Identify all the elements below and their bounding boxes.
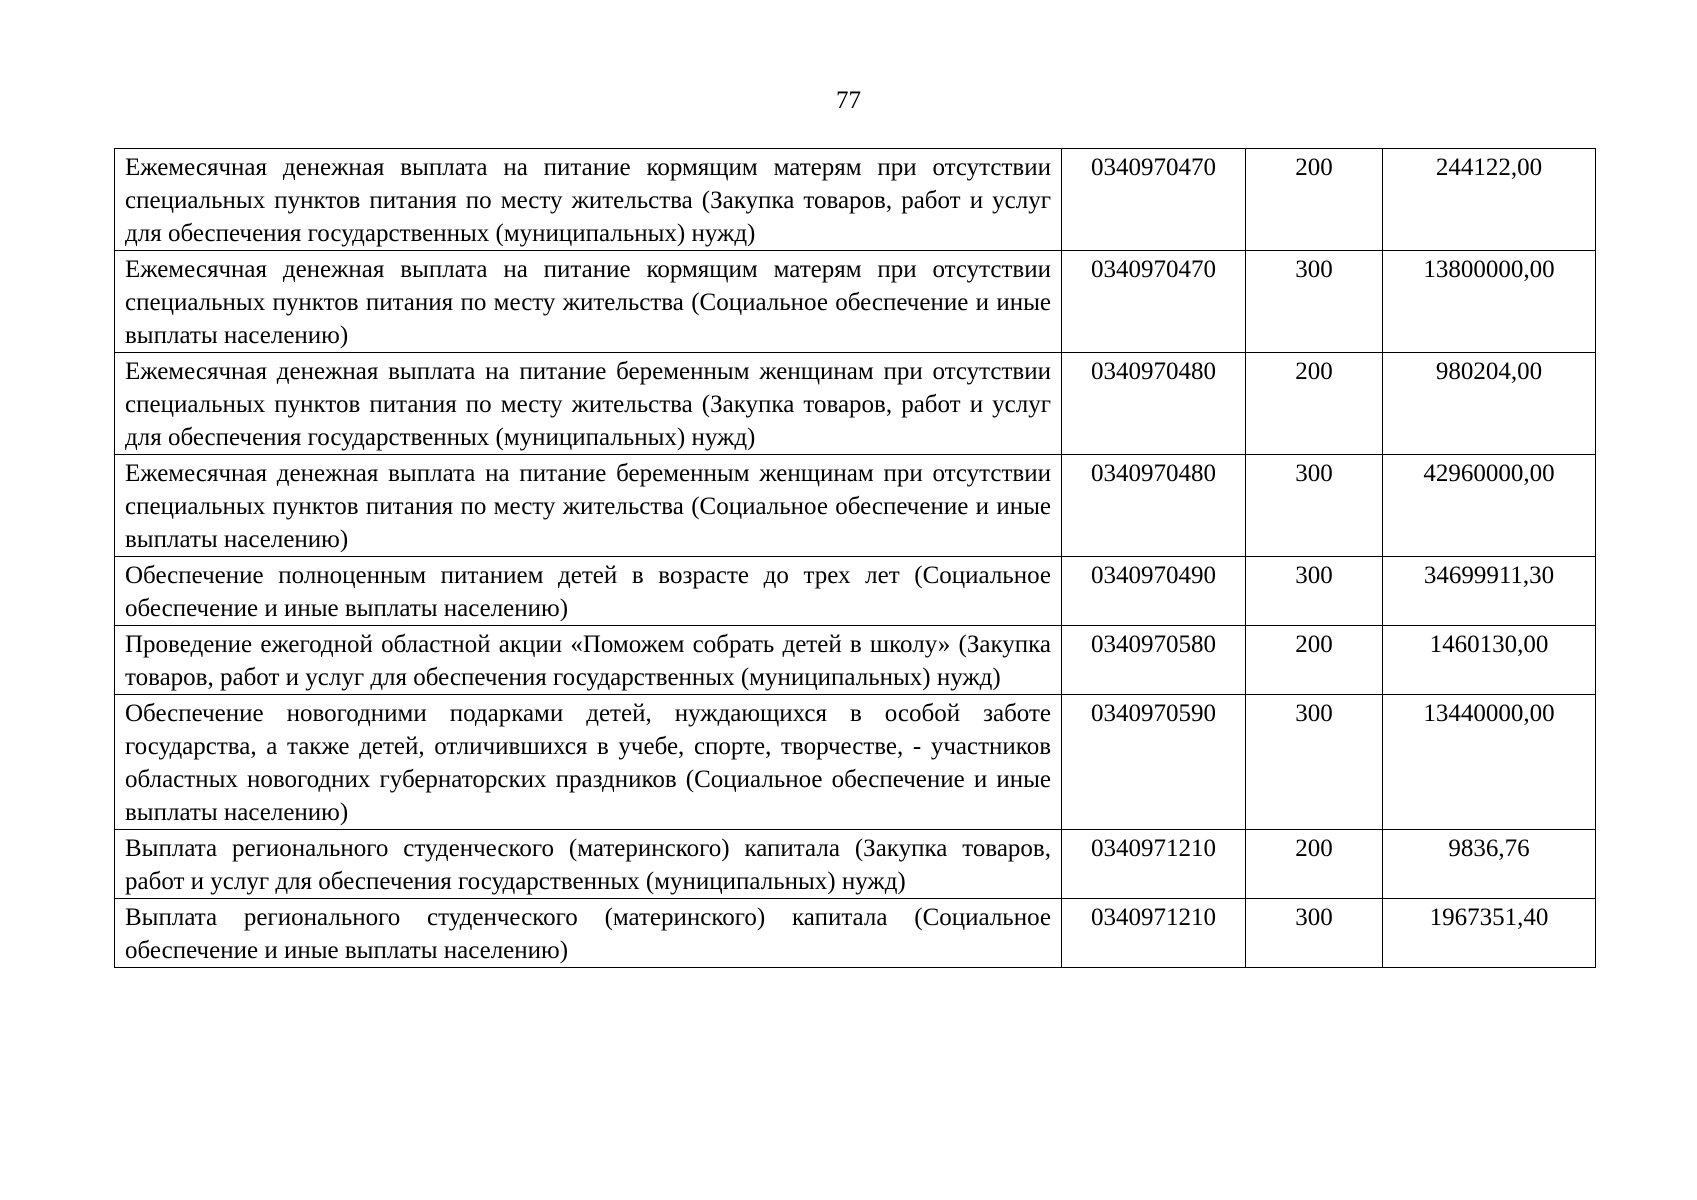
table-row: [115, 899, 1596, 968]
page-number: 77: [836, 87, 861, 114]
row-target-code: 0340971210: [1062, 899, 1246, 968]
row-expense-type: 300: [1246, 899, 1383, 968]
row-description: Выплата регионального студенческого (материнского) капитала (Закупка товаров, работ и услуг для обеспечения государственных (муниципальных) нужд): [115, 830, 1062, 899]
table-row: [115, 353, 1596, 455]
row-expense-type: 200: [1246, 353, 1383, 455]
row-description: Обеспечение новогодними подарками детей, нуждающихся в особой заботе государства, а также детей, отличившихся в учебе, спорте, творчестве, - участников областных новогодних губернаторских праздников (Социальное обеспечение и иные выплаты населению): [115, 695, 1062, 830]
table-row: [115, 557, 1596, 626]
row-amount: 9836,76: [1383, 830, 1596, 899]
row-target-code: 0340970590: [1062, 695, 1246, 830]
row-amount: 13440000,00: [1383, 695, 1596, 830]
row-amount: 13800000,00: [1383, 251, 1596, 353]
table-row: [115, 695, 1596, 830]
row-description: Ежемесячная денежная выплата на питание кормящим матерям при отсутствии специальных пунктов питания по месту жительства (Закупка товаров, работ и услуг для обеспечения государственных (муниципальных) нужд): [115, 149, 1062, 251]
row-expense-type: 300: [1246, 695, 1383, 830]
row-expense-type: 300: [1246, 251, 1383, 353]
row-amount: 34699911,30: [1383, 557, 1596, 626]
row-description: Ежемесячная денежная выплата на питание беременным женщинам при отсутствии специальных пунктов питания по месту жительства (Социальное обеспечение и иные выплаты населению): [115, 455, 1062, 557]
row-target-code: 0340970470: [1062, 251, 1246, 353]
row-target-code: 0340970580: [1062, 626, 1246, 695]
row-expense-type: 200: [1246, 830, 1383, 899]
row-amount: 980204,00: [1383, 353, 1596, 455]
row-description: Выплата регионального студенческого (материнского) капитала (Социальное обеспечение и иные выплаты населению): [115, 899, 1062, 968]
row-amount: 42960000,00: [1383, 455, 1596, 557]
row-amount: 1967351,40: [1383, 899, 1596, 968]
row-expense-type: 200: [1246, 149, 1383, 251]
table-row: [115, 149, 1596, 251]
row-target-code: 0340970470: [1062, 149, 1246, 251]
row-target-code: 0340970480: [1062, 353, 1246, 455]
budget-table: [114, 148, 1596, 968]
row-expense-type: 300: [1246, 455, 1383, 557]
row-target-code: 0340970480: [1062, 455, 1246, 557]
row-expense-type: 300: [1246, 557, 1383, 626]
row-description: Ежемесячная денежная выплата на питание беременным женщинам при отсутствии специальных пунктов питания по месту жительства (Закупка товаров, работ и услуг для обеспечения государственных (муниципальных) нужд): [115, 353, 1062, 455]
row-description: Ежемесячная денежная выплата на питание кормящим матерям при отсутствии специальных пунктов питания по месту жительства (Социальное обеспечение и иные выплаты населению): [115, 251, 1062, 353]
row-target-code: 0340971210: [1062, 830, 1246, 899]
table-row: [115, 251, 1596, 353]
row-amount: 244122,00: [1383, 149, 1596, 251]
table-row: [115, 830, 1596, 899]
row-amount: 1460130,00: [1383, 626, 1596, 695]
row-expense-type: 200: [1246, 626, 1383, 695]
row-description: Обеспечение полноценным питанием детей в возрасте до трех лет (Социальное обеспечение и иные выплаты населению): [115, 557, 1062, 626]
table-row: [115, 455, 1596, 557]
table-row: [115, 626, 1596, 695]
row-description: Проведение ежегодной областной акции «Поможем собрать детей в школу» (Закупка товаров, работ и услуг для обеспечения государственных (муниципальных) нужд): [115, 626, 1062, 695]
row-target-code: 0340970490: [1062, 557, 1246, 626]
